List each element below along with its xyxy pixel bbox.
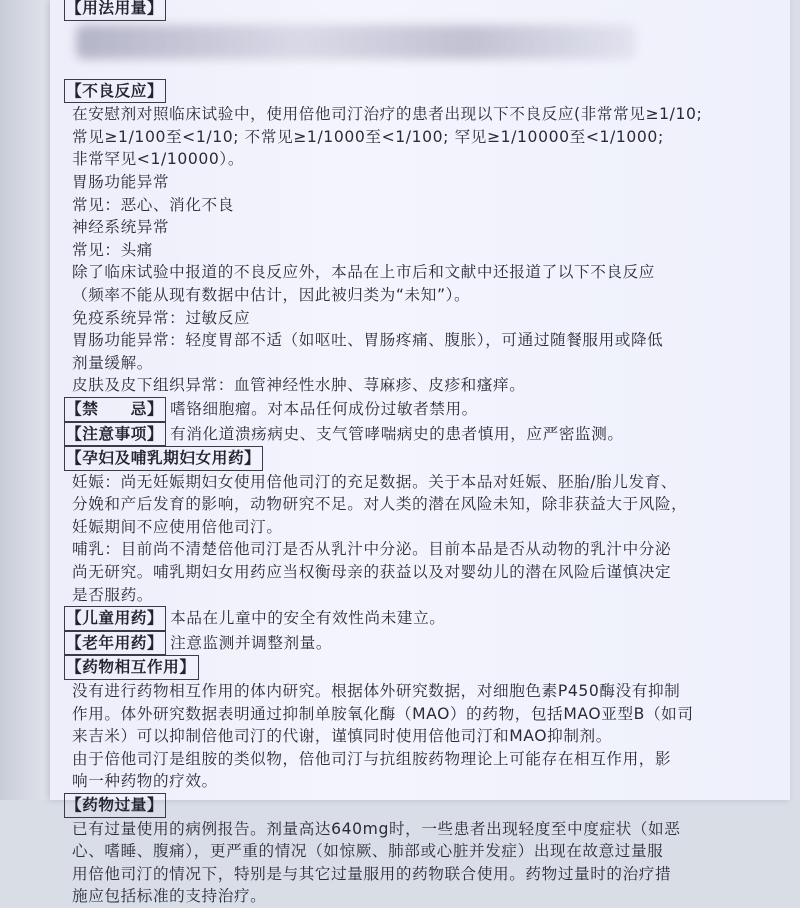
interactions-line: 由于倍他司汀是组胺的类似物，倍他司汀与抗组胺药物理论上可能存在相互作用，影 [72, 749, 672, 768]
section-adverse [64, 79, 784, 397]
section-interactions [64, 655, 784, 793]
adverse-line: 免疫系统异常：过敏反应 [72, 308, 251, 327]
pregnancy-line: 尚无研究。哺乳期妇女用药应当权衡母亲的获益以及对婴幼儿的潜在风险后谨慎决定 [72, 563, 672, 582]
section-pregnancy [64, 446, 784, 606]
adverse-line: 常见：头痛 [72, 240, 153, 259]
overdose-line: 用倍他司汀的情况下，特别是与其它过量服用的药物联合使用。药物过量时的治疗措 [72, 864, 672, 883]
elderly-title: 【老年用药】 [64, 631, 166, 656]
pregnancy-line: 妊娠：尚无妊娠期妇女使用倍他司汀的充足数据。关于本品对妊娠、胚胎/胎儿发育、 [72, 472, 678, 491]
section-contraindications [64, 397, 784, 422]
blurred-usage-text [76, 25, 636, 59]
overdose-line: 心、嗜睡、腹痛），更严重的情况（如惊厥、肺部或心脏并发症）出现在故意过量服 [72, 842, 664, 861]
adverse-line: 神经系统异常 [72, 218, 170, 237]
children-text: 本品在儿童中的安全有效性尚未建立。 [170, 609, 446, 628]
leaflet-sheet [50, 0, 790, 906]
interactions-line: 来吉米）可以抑制倍他司汀的代谢，谨慎同时使用倍他司汀和MAO抑制剂。 [72, 727, 612, 746]
pregnancy-title: 【孕妇及哺乳期妇女用药】 [64, 446, 263, 471]
children-title: 【儿童用药】 [64, 606, 166, 631]
adverse-line: 常见：恶心、消化不良 [72, 195, 234, 214]
interactions-line: 没有进行药物相互作用的体内研究。根据体外研究数据，对细胞色素P450酶没有抑制 [72, 682, 681, 701]
contraindications-text: 嗜铬细胞瘤。对本品任何成份过敏者禁用。 [170, 399, 478, 418]
background-surface [0, 0, 50, 800]
pregnancy-line: 哺乳：目前尚不清楚倍他司汀是否从乳汁中分泌。目前本品是否从动物的乳汁中分泌 [72, 540, 672, 559]
interactions-title: 【药物相互作用】 [64, 655, 199, 680]
section-overdose [64, 793, 784, 908]
interactions-line: 作用。体外研究数据表明通过抑制单胺氧化酶（MAO）的药物，包括MAO亚型B（如司 [72, 704, 694, 723]
overdose-line: 施应包括标准的支持治疗。 [72, 887, 267, 906]
adverse-title: 【不良反应】 [64, 79, 166, 104]
section-usage [64, 0, 784, 21]
precautions-title: 【注意事项】 [64, 422, 166, 447]
leaflet-content [64, 0, 784, 908]
section-elderly [64, 631, 784, 656]
adverse-line: 在安慰剂对照临床试验中，使用倍他司汀治疗的患者出现以下不良反应(非常常见≥1/10; [72, 105, 703, 124]
contraindications-title: 【禁 忌】 [64, 397, 166, 422]
adverse-line: 常见≥1/100至<1/10; 不常见≥1/1000至<1/100; 罕见≥1/10000至<1/1000; [72, 127, 664, 146]
adverse-line: 非常罕见<1/10000）。 [72, 150, 245, 169]
pregnancy-line: 是否服药。 [72, 585, 153, 604]
elderly-text: 注意监测并调整剂量。 [170, 633, 333, 652]
overdose-line: 已有过量使用的病例报告。剂量高达640mg时，一些患者出现轻度至中度症状（如恶 [72, 819, 681, 838]
overdose-title: 【药物过量】 [64, 793, 166, 818]
precautions-text: 有消化道溃疡病史、支气管哮喘病史的患者慎用，应严密监测。 [170, 424, 624, 443]
adverse-line: 剂量缓解。 [72, 353, 153, 372]
adverse-line: 胃肠功能异常：轻度胃部不适（如呕吐、胃肠疼痛、腹胀），可通过随餐服用或降低 [72, 331, 664, 350]
pregnancy-line: 妊娠期间不应使用倍他司汀。 [72, 517, 283, 536]
adverse-line: （频率不能从现有数据中估计，因此被归类为“未知”）。 [72, 285, 471, 304]
pregnancy-line: 分娩和产后发育的影响，动物研究不足。对人类的潜在风险未知，除非获益大于风险， [72, 495, 688, 514]
adverse-line: 皮肤及皮下组织异常：血管神经性水肿、荨麻疹、皮疹和瘙痒。 [72, 376, 526, 395]
usage-title: 【用法用量】 [64, 0, 166, 21]
section-children [64, 606, 784, 631]
section-precautions [64, 422, 784, 447]
adverse-line: 胃肠功能异常 [72, 172, 170, 191]
adverse-line: 除了临床试验中报道的不良反应外，本品在上市后和文献中还报道了以下不良反应 [72, 263, 655, 282]
interactions-line: 响一种药物的疗效。 [72, 772, 218, 791]
